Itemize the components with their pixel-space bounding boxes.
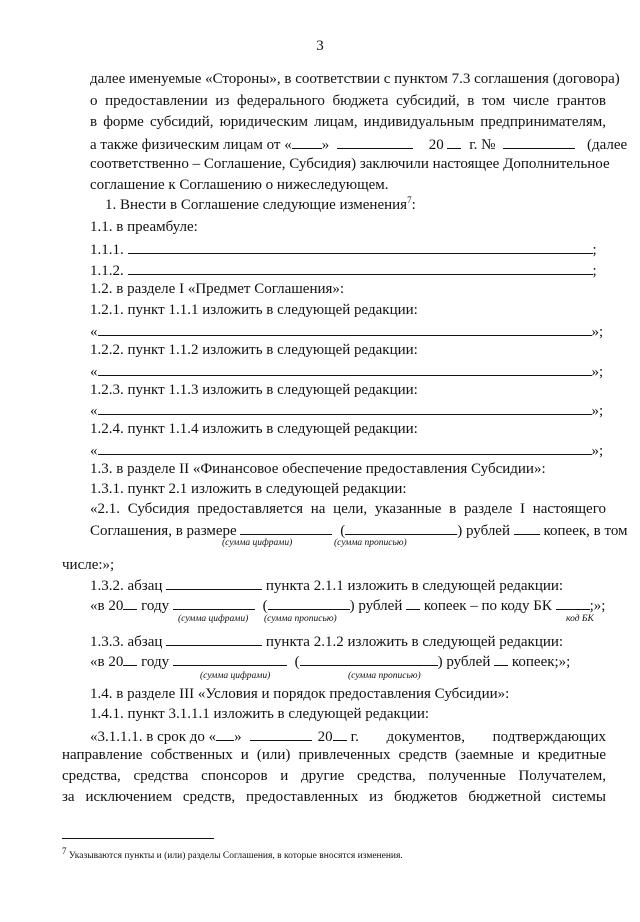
bk-year-blank: [123, 595, 137, 610]
kopecks-label: копеек;»;: [511, 654, 571, 670]
caption-bk: код БК: [566, 614, 594, 624]
amount-words-blank: [345, 520, 457, 535]
intro-year-prefix: 20: [428, 137, 444, 153]
paren-open: (: [294, 654, 300, 670]
intro-line-5: соответственно – Соглашение, Субсидия) заключили настоящее Дополнительное: [90, 156, 610, 172]
rubles-label: ) рублей: [437, 654, 491, 670]
clause-2-1-line-1: «2.1. Субсидия предоставляется на цели, указанные в разделе I настоящего: [90, 501, 606, 517]
item-1-2-1-value: [90, 321, 603, 341]
paragraph-blank: [166, 631, 262, 646]
footnote-text: Указываются пункты и (или) разделы Соглашения, в которые вносятся изменения.: [68, 851, 403, 862]
bk-line: [90, 595, 605, 615]
caption-digits: (сумма цифрами): [222, 538, 293, 548]
item-1: [105, 196, 416, 214]
item-1-2-1-blank: [98, 321, 592, 336]
item-1-colon: :: [411, 197, 416, 213]
item-1-2-4: 1.2.4. пункт 1.1.4 изложить в следующей редакции:: [90, 421, 418, 437]
clause-2-1-line-3: числе:»;: [62, 557, 115, 573]
item-1-1-2: [90, 260, 597, 280]
deadline-day-blank: [216, 726, 234, 741]
deadline-prefix: «3.1.1.1. в срок до «: [90, 729, 217, 745]
year-prefix: «в 20: [90, 598, 124, 614]
bk-end: ;»;: [589, 598, 606, 614]
item-1-text: 1. Внести в Соглашение следующие изменения: [105, 197, 408, 213]
kopecks-label: копеек, в том: [543, 523, 628, 539]
page-number: 3: [316, 38, 324, 54]
item-1-4-1: 1.4.1. пункт 3.1.1.1 изложить в следующей редакции:: [90, 706, 430, 722]
clause-3111-line-2: направление собственных и (или) привлеченных средств (заемные и кредитные: [62, 747, 606, 763]
item-1-2-3-value: [90, 400, 603, 420]
number-blank: [503, 134, 575, 149]
intro-line-4: [90, 134, 627, 154]
bk-code-blank: [556, 595, 590, 610]
year-line: [90, 651, 570, 671]
paragraph-blank: [166, 575, 262, 590]
digits-blank: [173, 651, 287, 666]
deadline-month-blank: [250, 726, 312, 741]
item-1-1-1-end: ;: [592, 242, 597, 258]
quote-close: »;: [591, 403, 604, 419]
paren-open: (: [340, 523, 346, 539]
intro-line-2: о предоставлении из федерального бюджета субсидий, в том числе грантов: [90, 93, 606, 109]
caption-words: (сумма прописью): [348, 671, 421, 681]
year-blank: [123, 651, 137, 666]
year-blank: [447, 134, 461, 149]
rubles-label: ) рублей: [457, 523, 510, 539]
kopecks-blank: [494, 651, 508, 666]
item-1-1: 1.1. в преамбуле:: [90, 219, 198, 235]
item-1-2-2-blank: [98, 361, 592, 376]
footnote: [62, 846, 403, 862]
quote-open: «: [90, 443, 98, 459]
clause-2-1-amount-label: Соглашения, в размере: [90, 523, 237, 539]
footnote-ref: 7: [407, 195, 412, 205]
item-1-3-3-text: пункта 2.1.2 изложить в следующей редакции:: [265, 634, 564, 650]
item-1-2-3: 1.2.3. пункт 1.1.3 изложить в следующей редакции:: [90, 382, 418, 398]
year-label: году: [141, 654, 170, 670]
footnote-separator: [62, 838, 214, 839]
bk-kopecks-blank: [406, 595, 420, 610]
quote-close: »;: [591, 443, 604, 459]
intro-line-3: в форме субсидий, юридическим лицам, индивидуальным предпринимателям,: [90, 114, 606, 130]
item-1-2-4-value: [90, 440, 603, 460]
quote-close: »;: [591, 364, 604, 380]
item-1-2-2-value: [90, 361, 603, 381]
item-1-2-3-blank: [98, 400, 592, 415]
day-blank: [292, 134, 322, 149]
deadline-quote-close: »: [234, 729, 242, 745]
item-1-1-2-blank: [128, 260, 593, 275]
quote-open: «: [90, 324, 98, 340]
quote-close: »;: [591, 324, 604, 340]
caption-digits: (сумма цифрами): [200, 671, 271, 681]
item-1-2-4-blank: [98, 440, 592, 455]
intro-quote-close: »: [321, 137, 330, 153]
paren-open: (: [262, 598, 268, 614]
year-prefix: «в 20: [90, 654, 124, 670]
item-1-3-1: 1.3.1. пункт 2.1 изложить в следующей редакции:: [90, 481, 407, 497]
caption-words: (сумма прописью): [334, 538, 407, 548]
item-1-2-1: 1.2.1. пункт 1.1.1 изложить в следующей редакции:: [90, 302, 418, 318]
caption-words: (сумма прописью): [264, 614, 337, 624]
item-1-1-1: [90, 239, 597, 259]
month-blank: [337, 134, 413, 149]
words-blank: [300, 651, 438, 666]
item-1-3-2-label: 1.3.2. абзац: [90, 578, 163, 594]
kopecks-bk-label: копеек – по коду БК: [423, 598, 552, 614]
clause-3111-line-4: за исключением средств, предоставленных из бюджетов бюджетной системы: [62, 789, 606, 805]
bk-digits-blank: [173, 595, 255, 610]
quote-open: «: [90, 364, 98, 380]
item-1-3-2-text: пункта 2.1.1 изложить в следующей редакции:: [265, 578, 564, 594]
item-1-3-3-label: 1.3.3. абзац: [90, 634, 163, 650]
clause-2-1-line-2: [90, 520, 628, 540]
intro-number-label: г. №: [469, 137, 496, 153]
item-1-2-2: 1.2.2. пункт 1.1.2 изложить в следующей редакции:: [90, 342, 418, 358]
item-1-1-2-label: 1.1.2.: [90, 263, 124, 279]
amount-digits-blank: [240, 520, 332, 535]
clause-3111-line-3: средства, средства спонсоров и другие средства, полученные Получателем,: [62, 768, 606, 784]
intro-line-1: далее именуемые «Стороны», в соответствии с пунктом 7.3 соглашения (договора): [90, 71, 620, 87]
rubles-label: ) рублей: [349, 598, 403, 614]
clause-3111-line-1: [90, 726, 606, 746]
deadline-year-blank: [333, 726, 347, 741]
intro-line-6: соглашение к Соглашению о нижеследующем.: [90, 177, 389, 193]
intro-further: (далее: [586, 137, 628, 153]
caption-digits: (сумма цифрами): [178, 614, 249, 624]
bk-words-blank: [268, 595, 350, 610]
quote-open: «: [90, 403, 98, 419]
footnote-mark: 7: [62, 846, 67, 856]
item-1-3-3: [90, 631, 563, 651]
item-1-2: 1.2. в разделе I «Предмет Соглашения»:: [90, 281, 345, 297]
item-1-1-2-end: ;: [592, 263, 597, 279]
item-1-1-1-label: 1.1.1.: [90, 242, 124, 258]
year-label: году: [141, 598, 170, 614]
item-1-3-2: [90, 575, 563, 595]
deadline-text: г. документов, подтверждающих: [350, 729, 606, 745]
intro-date-prefix: а также физическим лицам от «: [90, 137, 292, 153]
item-1-4: 1.4. в разделе III «Условия и порядок предоставления Субсидии»:: [90, 686, 510, 702]
deadline-year-prefix: 20: [317, 729, 333, 745]
item-1-1-1-blank: [128, 239, 593, 254]
item-1-3: 1.3. в разделе II «Финансовое обеспечение предоставления Субсидии»:: [90, 461, 546, 477]
kopecks-blank: [514, 520, 540, 535]
